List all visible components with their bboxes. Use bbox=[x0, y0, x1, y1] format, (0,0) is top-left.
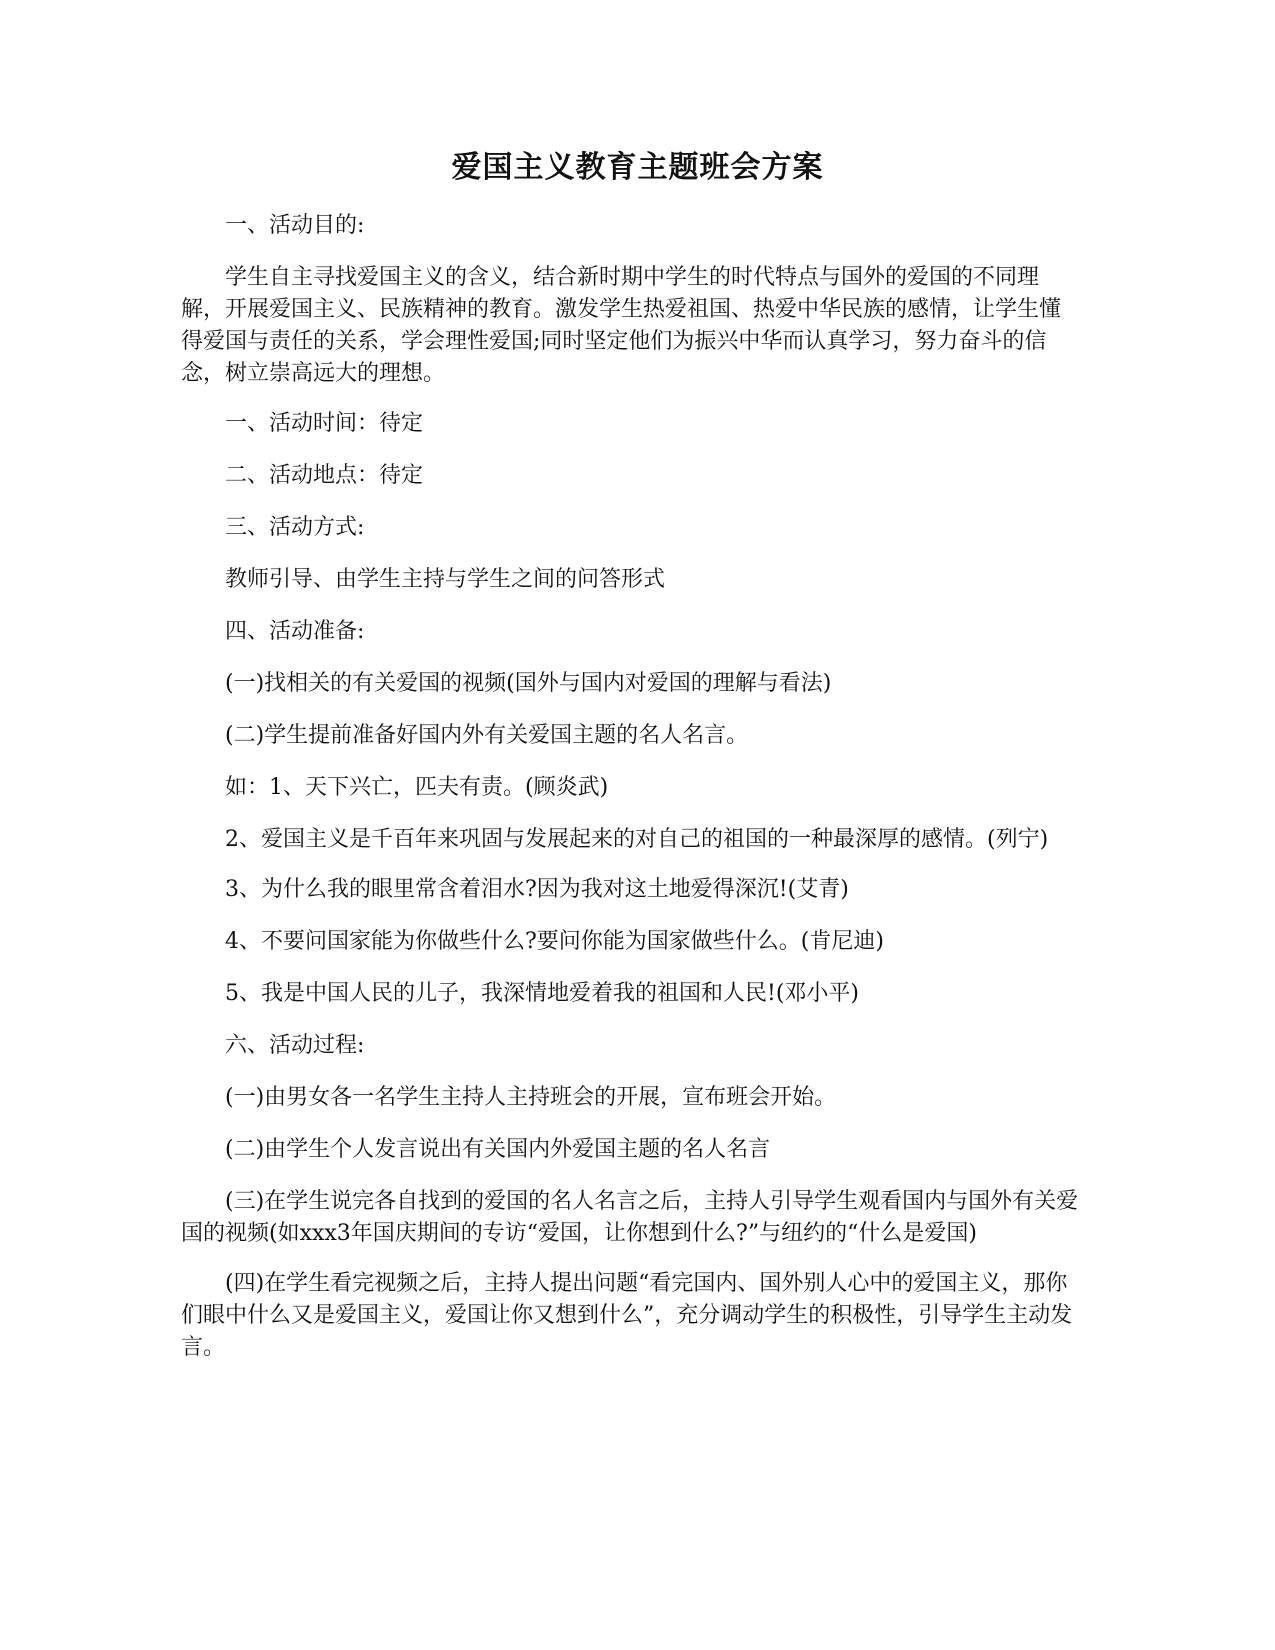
section-heading-location: 二、活动地点：待定 bbox=[225, 463, 424, 488]
quote-item-2: 2、爱国主义是千百年来巩固与发展起来的对自己的祖国的一种最深厚的感情。(列宁) bbox=[225, 827, 1049, 852]
paragraph-method: 教师引导、由学生主持与学生之间的问答形式 bbox=[225, 567, 666, 592]
paragraph-purpose: 学生自主寻找爱国主义的含义，结合新时期中学生的时代特点与国外的爱国的不同理解，开展爱国主义、民族精神的教育。激发学生热爱祖国、热爱中华民族的感情，让学生懂得爱国与责任的关系，学会理性爱国;同时坚定他们为振兴中华而认真学习，努力奋斗的信念，树立崇高远大的理想。 bbox=[181, 265, 1062, 386]
preparation-item-2: (二)学生提前准备好国内外有关爱国主题的名人名言。 bbox=[225, 723, 749, 748]
section-heading-process: 六、活动过程: bbox=[225, 1033, 365, 1058]
quote-item-3: 3、为什么我的眼里常含着泪水?因为我对这土地爱得深沉!(艾青) bbox=[225, 877, 849, 902]
quote-item-1: 如：1、天下兴亡，匹夫有责。(顾炎武) bbox=[225, 775, 609, 800]
process-step-3: (三)在学生说完各自找到的爱国的名人名言之后，主持人引导学生观看国内与国外有关爱国的视频(如xxx3年国庆期间的专访“爱国，让你想到什么?”与纽约的“什么是爱国) bbox=[181, 1189, 1079, 1246]
process-step-4: (四)在学生看完视频之后，主持人提出问题“看完国内、国外别人心中的爱国主义，那你们眼中什么又是爱国主义，爱国让你又想到什么”，充分调动学生的积极性，引导学生主动发言。 bbox=[181, 1271, 1073, 1360]
process-step-1: (一)由男女各一名学生主持人主持班会的开展，宣布班会开始。 bbox=[225, 1085, 837, 1110]
preparation-item-1: (一)找相关的有关爱国的视频(国外与国内对爱国的理解与看法) bbox=[225, 671, 832, 696]
document-body bbox=[181, 210, 1079, 1382]
section-heading-preparation: 四、活动准备: bbox=[225, 619, 365, 644]
quote-item-5: 5、我是中国人民的儿子，我深情地爱着我的祖国和人民!(邓小平) bbox=[225, 981, 860, 1006]
section-heading-method: 三、活动方式: bbox=[225, 515, 365, 540]
document-title: 爱国主义教育主题班会方案 bbox=[451, 150, 824, 185]
process-step-2: (二)由学生个人发言说出有关国内外爱国主题的名人名言 bbox=[225, 1137, 771, 1162]
quote-item-4: 4、不要问国家能为你做些什么?要问你能为国家做些什么。(肯尼迪) bbox=[225, 929, 884, 954]
section-heading-purpose: 一、活动目的: bbox=[225, 213, 365, 238]
section-heading-time: 一、活动时间：待定 bbox=[225, 411, 424, 436]
